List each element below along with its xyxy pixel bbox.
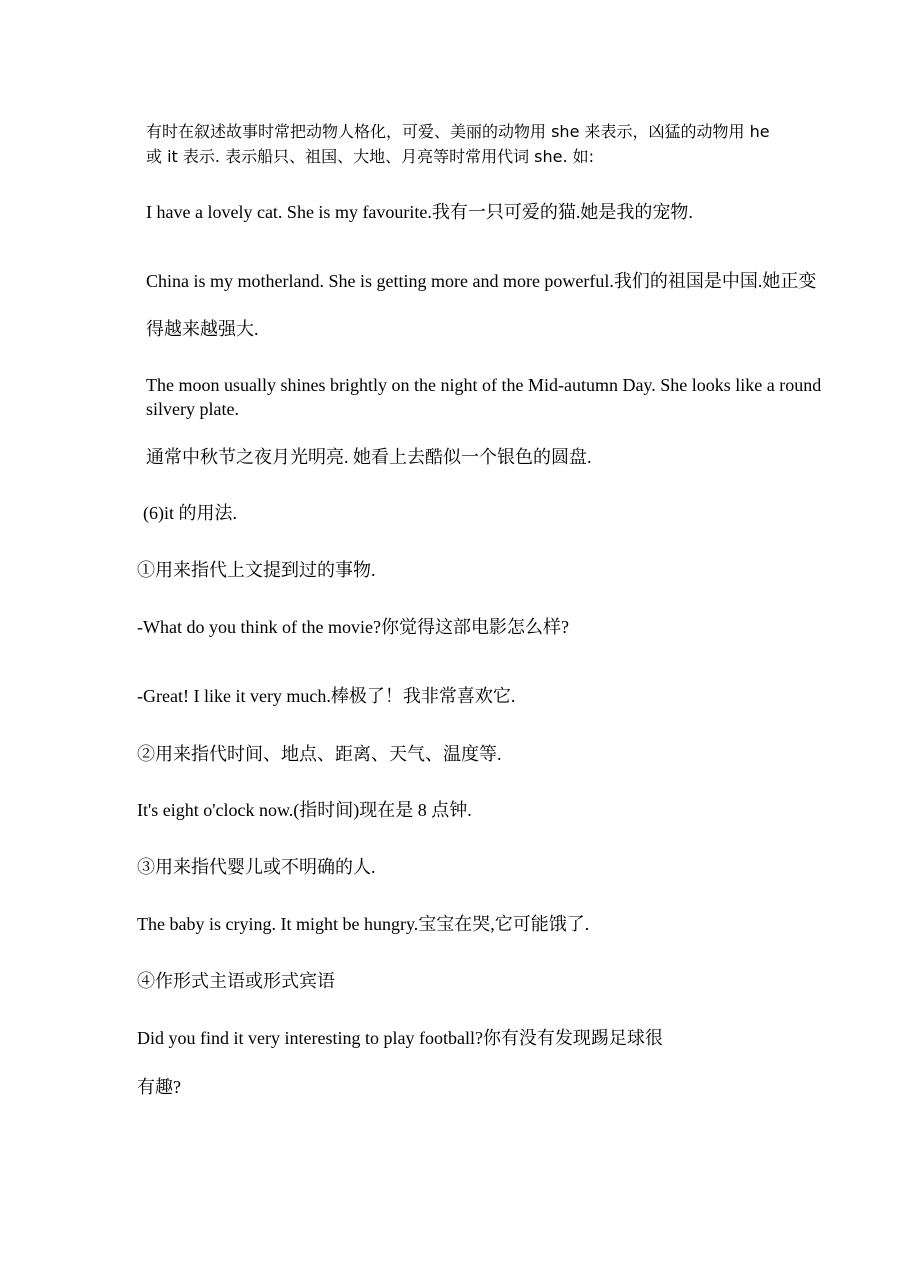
text-line: 得越来越强大. [146,319,259,339]
text-line: It's eight o'clock now.(指时间)现在是 8 点钟. [137,800,472,820]
text-line: -What do you think of the movie?你觉得这部电影怎么样? [137,617,569,637]
text-line: 或 it 表示. 表示船只、祖国、大地、月亮等时常用代词 she. 如: [146,147,595,166]
text-line: ③用来指代婴儿或不明确的人. [137,857,376,877]
text-line: -Great! I like it very much.棒极了！我非常喜欢它. [137,686,516,706]
text-line: ②用来指代时间、地点、距离、天气、温度等. [137,744,502,764]
text-line: 有时在叙述故事时常把动物人格化，可爱、美丽的动物用 she 来表示，凶猛的动物用 he [146,122,770,141]
text-line: The baby is crying. It might be hungry.宝宝在哭,它可能饿了. [137,914,590,934]
text-line: 通常中秋节之夜月光明亮. 她看上去酷似一个银色的圆盘. [146,447,592,467]
text-line: China is my motherland. She is getting more and more powerful.我们的祖国是中国.她正变 [146,271,817,291]
text-line: ①用来指代上文提到过的事物. [137,560,376,580]
text-line: silvery plate. [146,399,239,419]
text-line: I have a lovely cat. She is my favourite.我有一只可爱的猫.她是我的宠物. [146,202,693,222]
section-heading: (6)it 的用法. [143,503,237,523]
text-line: The moon usually shines brightly on the night of the Mid-autumn Day. She looks like a round [146,375,822,395]
text-line: Did you find it very interesting to play football?你有没有发现踢足球很 [137,1028,663,1048]
text-line: ④作形式主语或形式宾语 [137,971,335,991]
text-line: 有趣? [137,1077,181,1097]
